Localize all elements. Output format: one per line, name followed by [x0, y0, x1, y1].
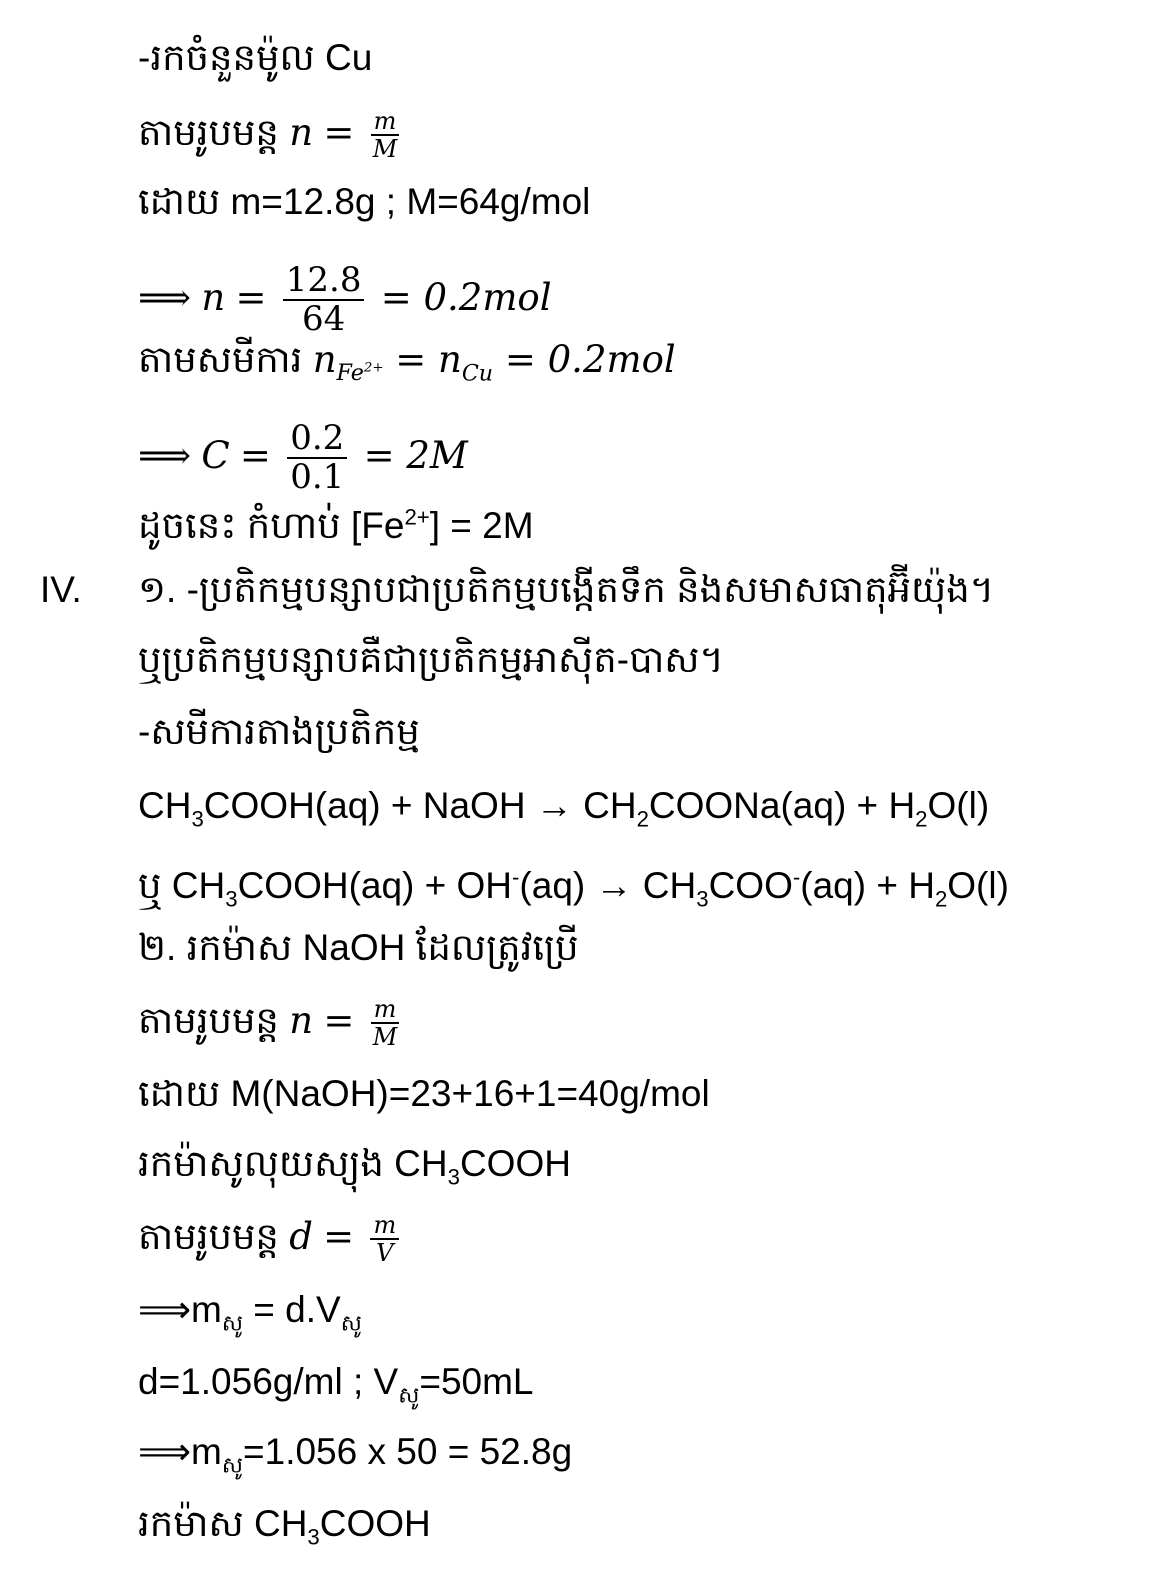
equals-sign: = — [323, 999, 355, 1043]
line-molecular-equation — [138, 784, 989, 841]
line-q2-find-mass-naoh — [138, 926, 579, 970]
equals-sign: = — [323, 111, 355, 155]
implies-arrow: ⟹ — [138, 276, 192, 320]
text-find-moles-cu: -រកចំនួនម៉ូល Cu — [138, 37, 373, 78]
frac-denominator: M — [372, 135, 398, 164]
frac-denominator: 0.1 — [290, 457, 345, 498]
text-molar-mass-naoh: ដោយ M(NaOH)=23+16+1=40g/mol — [138, 1073, 710, 1114]
text-given-values: ដោយ m=12.8g ; M=64g/mol — [138, 181, 591, 222]
var-d: d — [289, 1215, 313, 1259]
implies-arrow: ⟹ — [138, 434, 192, 478]
text-reaction-equation-label: -សមីការតាងប្រតិកម្ម — [138, 711, 420, 752]
fraction-m-over-M — [371, 108, 400, 163]
text-by-equation: តាមសមីការ — [138, 339, 303, 380]
equals-sign: = — [235, 276, 267, 320]
var-n: n — [289, 999, 314, 1043]
line-q1-alt-definition — [138, 638, 724, 682]
line-formula-density — [138, 1212, 405, 1267]
text-acid-base-definition: ឬប្រតិកម្មបន្សាបគឺជាប្រតិកម្មអាស៊ីត-បាស។ — [138, 639, 724, 680]
frac-numerator: 12.8 — [283, 262, 365, 301]
frac-denominator: M — [372, 1023, 398, 1052]
fraction-m-over-M — [371, 996, 400, 1051]
line-find-moles-cu — [138, 36, 372, 80]
text-density-volume-values: d=1.056g/ml ; $V_{សូ}=50mL$ — [138, 1361, 534, 1408]
line-molar-mass-naoh — [138, 1072, 710, 1116]
fraction-0.2-over-0.1 — [287, 420, 347, 497]
result-value: = 2M — [363, 434, 468, 478]
line-ionic-equation — [138, 856, 1009, 922]
frac-numerator: m — [371, 996, 400, 1024]
equation-molecular: $CH_3COOH(aq)$ + NaOH → $CH_2COONa(aq) + H_2O(l)$ — [138, 785, 990, 832]
text-mass-solution-formula: $⟹m_{សូ} = d.V_{សូ}$ — [138, 1289, 362, 1336]
result-value: = 0.2mol — [380, 276, 552, 320]
frac-numerator: m — [371, 108, 400, 136]
text-by-formula: តាមរូបមន្ត — [138, 112, 279, 154]
frac-numerator: m — [370, 1212, 399, 1240]
line-find-mass-acetic-acid — [138, 1502, 431, 1559]
text-conclusion: ដូចនេះ កំហាប់ $[Fe^{2+}] = 2M$ — [138, 505, 534, 547]
line-find-solution-mass — [138, 1142, 571, 1199]
frac-denominator: 64 — [301, 299, 346, 340]
line-calc-c — [138, 420, 468, 497]
var-n: n — [289, 111, 314, 155]
line-reaction-equation-label — [138, 710, 420, 754]
frac-numerator: 0.2 — [287, 420, 347, 459]
fraction-12.8-over-64 — [283, 262, 365, 339]
text-find-mass-naoh: ២. រកម៉ាស NaOH ដែលត្រូវប្រើ — [138, 927, 579, 968]
line-formula-n-2 — [138, 996, 405, 1051]
section-number-iv: IV. — [40, 569, 82, 610]
line-conclusion-concentration — [138, 496, 534, 548]
line-density-volume-values — [138, 1360, 534, 1417]
text-neutralization-definition: ១. -ប្រតិកម្មបន្សាបជាប្រតិកម្មបង្កើតទឹក និងសមាសធាតុអ៊ីយ៉ុង។ — [138, 569, 995, 610]
equals-sign: = — [239, 434, 271, 478]
equals-sign: = — [323, 1215, 355, 1259]
var-n: n — [201, 276, 226, 320]
expr-moles-equality: $n_{Fe^{2+}} = n_{Cu} = 0.2mol$ — [312, 338, 676, 387]
line-mass-solution-formula — [138, 1288, 362, 1345]
line-q1-definition — [138, 568, 994, 612]
text-find-solution-mass: រកម៉ាសូលុយស្យុង $CH_3COOH$ — [138, 1143, 571, 1190]
text-mass-solution-result: $⟹m_{សូ}=1.056$ x 50 = 52.8g — [138, 1431, 573, 1478]
text-by-formula: តាមរូបមន្ត — [138, 1000, 279, 1042]
line-mass-solution-result — [138, 1430, 572, 1487]
equation-ionic: ឬ $CH_3COOH(aq) + OH^-(aq) \to CH_3COO^-(aq) + H_2O(l)$ — [138, 865, 1009, 912]
line-calc-n — [138, 262, 552, 339]
frac-denominator: V — [376, 1239, 394, 1268]
line-by-equation — [138, 338, 676, 395]
line-given-values — [138, 180, 590, 224]
line-formula-n — [138, 108, 405, 163]
fraction-m-over-V — [370, 1212, 399, 1267]
var-c: C — [201, 434, 230, 478]
text-find-mass-acetic-acid: រកម៉ាស $CH_3COOH$ — [138, 1503, 431, 1550]
text-by-formula: តាមរូបមន្ត — [138, 1216, 279, 1258]
